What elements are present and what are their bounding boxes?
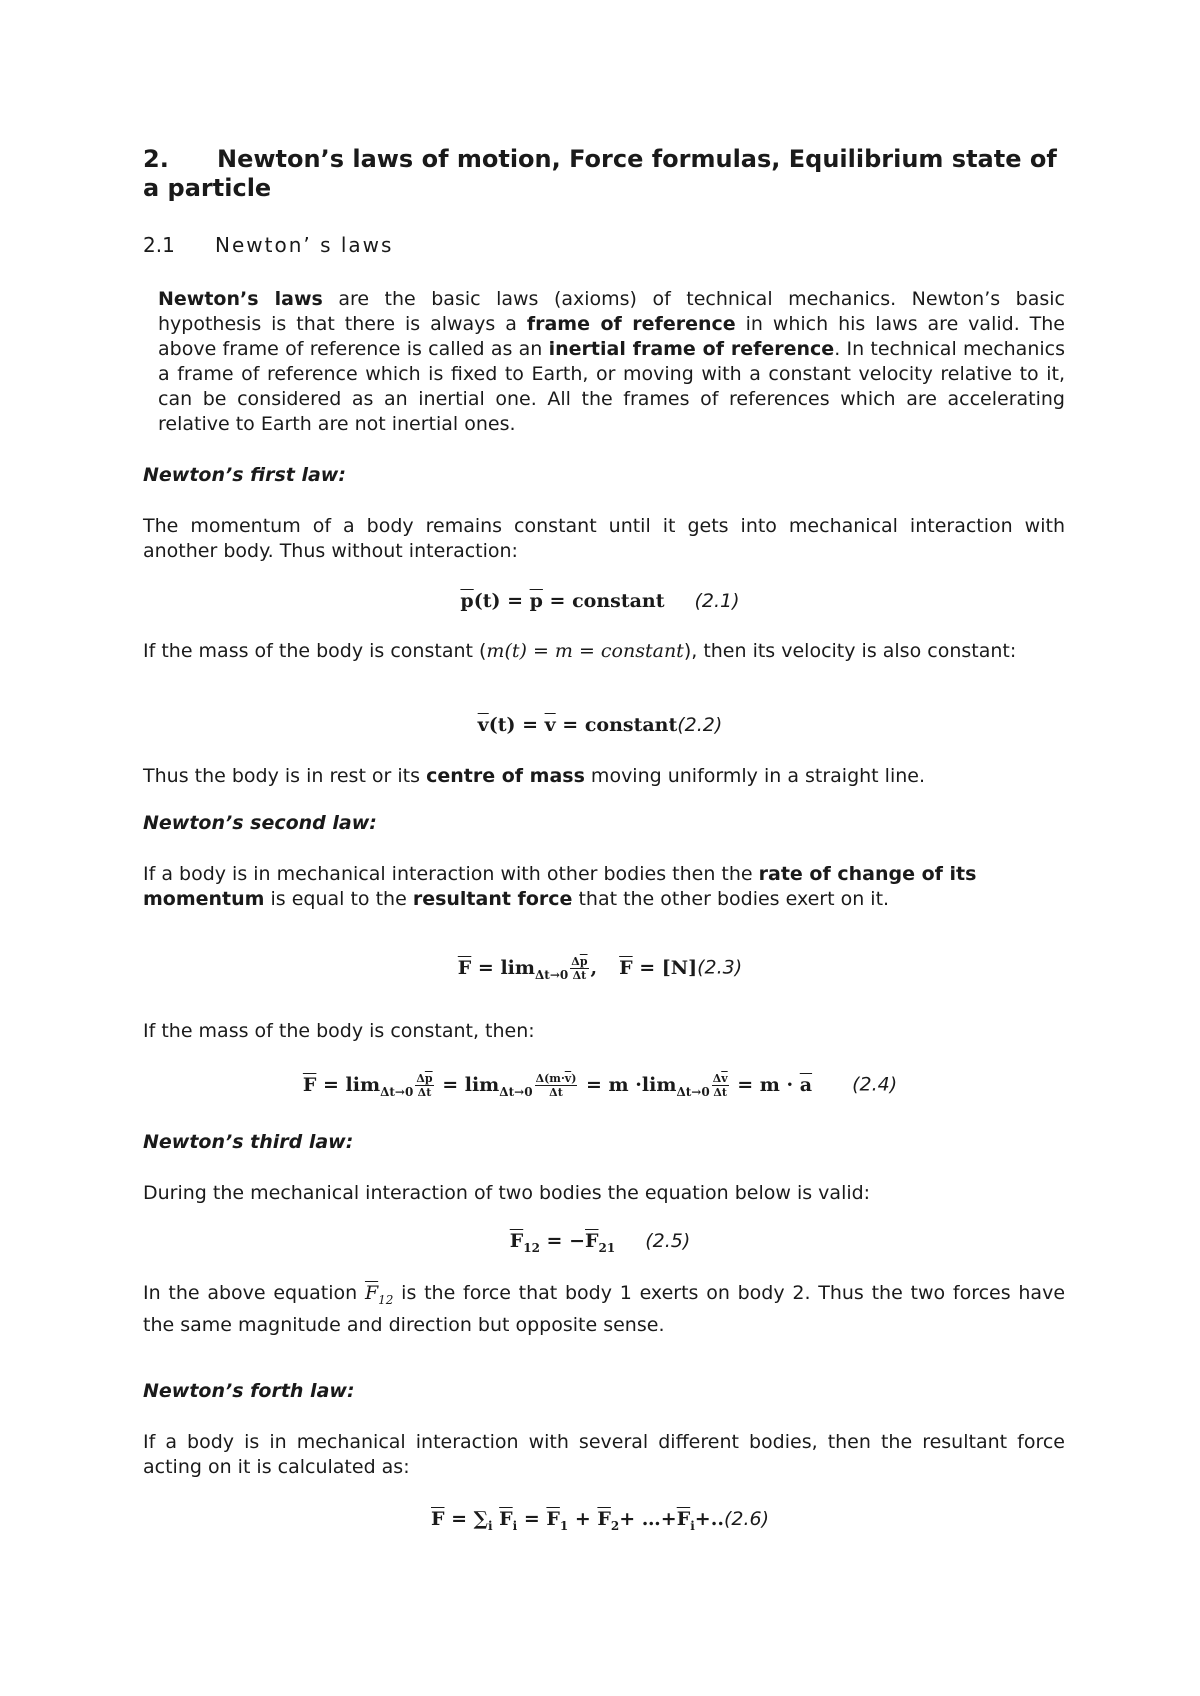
section-title: Newton’s laws of motion, Force formulas, Equilibrium state of a particle [143, 145, 1057, 202]
third-text: In the above equation [143, 1282, 365, 1304]
second-text: is equal to the [264, 888, 413, 910]
first-law-text: The momentum of a body remains constant until it gets into mechanical interaction with another body. Thus without interaction: [143, 515, 1065, 562]
equation-2-4: $\overline{F} = \lim_{\Delta t\to 0}$ $\frac{\Delta\overline{p}}{\Delta t}$ = $\lim_{\Delta t\to 0}$ $\frac{\Delta(m\cdot\overline{v})}{\Delta t}$ = $m \cdot\lim_{\Delta t\to 0}$ $\frac{\Delta\overline{v}}{\Delta t}$ = $m \cdot \overline{a}$ (2.4) [302, 1072, 898, 1099]
intro-text: . In technical mechanics a frame of reference which is fixed to Earth, or moving with a constant velocity relative to it, can be considered as an inertial one. All the frames of references which are accelerating relative to Earth are not inertial ones. [158, 338, 1065, 435]
third-law-heading: Newton’s third law: [143, 1131, 354, 1153]
second-law-heading: Newton’s second law: [143, 812, 377, 834]
intro-text: in which his laws are valid. The above frame of reference is called as an [158, 313, 1065, 360]
second-law-text [143, 862, 1065, 912]
intro-paragraph [158, 287, 1065, 437]
equation-2-6: $\overline{F} = \sum_i$ $\overline{F}_i = \overline{F}_1 + \overline{F}_2+$ $\dots+\overline{F}_i+..(2.6)$ [431, 1508, 769, 1533]
equation-2-3: $\overline{F} = \lim_{\Delta t\to 0}$ $\frac{\Delta\overline{p}}{\Delta t}$ , $\overline{F} = [N](2.3)$ [457, 955, 743, 982]
equation-2-2: $\overline{v}(t) = \overline{v}$ = constant(2.2) [477, 714, 723, 736]
equation-label: (2.4) [852, 1073, 898, 1096]
first-law-mass-text [143, 639, 1065, 664]
term-centre-of-mass: centre of mass [426, 765, 585, 787]
third-law-explanation [143, 1281, 1065, 1338]
term-frame-of-reference: frame of reference [526, 313, 736, 335]
cm-text: Thus the body is in rest or its [143, 765, 427, 787]
first-law-heading: Newton’s first law: [143, 464, 346, 486]
section-number: 2. [143, 145, 169, 173]
equation-label: (2.6) [723, 1508, 769, 1530]
third-text: is the force that body 1 exerts on body 2. Thus the two forces have the same magnitude and direction but opposite sense. [143, 1282, 1066, 1336]
subsection-title: Newton’ s laws [215, 233, 394, 257]
term-rate-of-change: rate of change of its momentum [143, 863, 977, 910]
section-heading [143, 145, 1065, 203]
term-resultant-force: resultant force [412, 888, 573, 910]
inline-math-f12: $\overline{F}_{12}$ [364, 1282, 394, 1307]
fourth-law-text: If a body is in mechanical interaction with several different bodies, then the resultant force acting on it is calculated as: [143, 1431, 1065, 1478]
subsection-number: 2.1 [143, 233, 175, 257]
second-text: If a body is in mechanical interaction with other bodies then the [143, 863, 759, 885]
equation-label: (2.1) [694, 590, 740, 612]
mass-text: ), then its velocity is also constant: [683, 640, 1017, 662]
constant-mass-text: If the mass of the body is constant, then: [143, 1020, 535, 1042]
inline-math: m(t) = m = constant [486, 640, 684, 662]
equation-2-5: $\overline{F}_{12} = -\overline{F}_{21}$ (2.5) [509, 1230, 691, 1255]
centre-of-mass-text [143, 764, 1065, 789]
third-law-text: During the mechanical interaction of two bodies the equation below is valid: [143, 1182, 871, 1204]
equation-label: (2.5) [645, 1230, 691, 1252]
equation-label: (2.3) [697, 956, 743, 979]
term-inertial-frame: inertial frame of reference [548, 338, 835, 360]
intro-text: are the basic laws (axioms) of technical mechanics. Newton’s basic hypothesis is that there is always a [158, 288, 1065, 335]
equation-2-1: $\overline{p}(t) = \overline{p}$ = constant (2.1) [460, 590, 740, 612]
term-newtons-laws: Newton’s laws [158, 288, 323, 310]
equation-label: (2.2) [677, 714, 723, 736]
cm-text: moving uniformly in a straight line. [584, 765, 925, 787]
subsection-heading [143, 233, 1065, 257]
fourth-law-heading: Newton’s forth law: [143, 1380, 355, 1402]
second-text: that the other bodies exert on it. [572, 888, 890, 910]
mass-text: If the mass of the body is constant ( [143, 640, 487, 662]
